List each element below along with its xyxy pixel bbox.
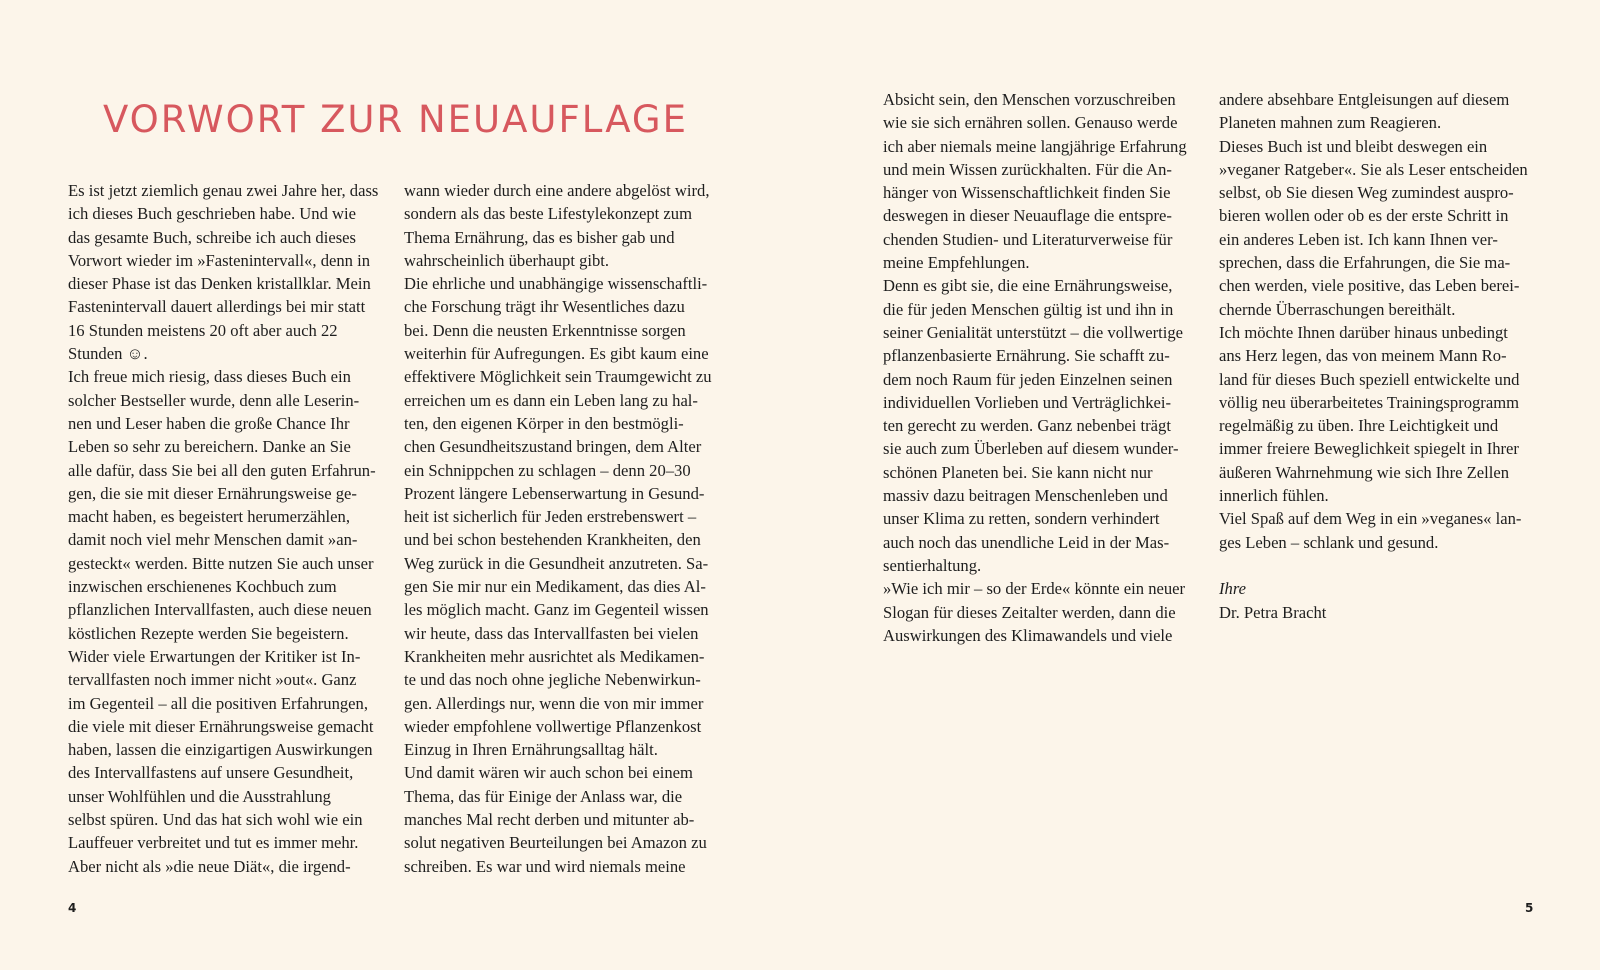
text-line: erreichen um es dann ein Leben lang zu hal-	[404, 390, 698, 410]
text-line: »Wie ich mir – so der Erde« könnte ein neuer	[883, 579, 1186, 599]
text-line: Thema Ernährung, das es bisher gab und	[404, 227, 675, 247]
text-line: ein anderes Leben ist. Ich kann Ihnen ver-	[1219, 229, 1498, 249]
text-line: unser Wohlfühlen und die Ausstrahlung	[68, 786, 331, 806]
text-line: solcher Bestseller wurde, denn alle Leserin-	[68, 390, 360, 410]
text-line: gen, die sie mit dieser Ernährungsweise ge-	[68, 483, 357, 503]
text-line: deswegen in dieser Neuauflage die entspre-	[883, 206, 1172, 226]
text-line: Stunden ☺.	[68, 344, 148, 364]
text-line: das gesamte Buch, schreibe ich auch dieses	[68, 227, 356, 247]
text-line: Thema, das für Einige der Anlass war, die	[404, 786, 683, 806]
text-line: dieser Phase ist das Denken kristallklar. Mein	[68, 274, 371, 294]
text-line: chen werden, viele positive, das Leben berei-	[1219, 276, 1520, 296]
text-line: solut negativen Beurteilungen bei Amazon zu	[404, 833, 707, 853]
text-line: »veganer Ratgeber«. Sie als Leser entscheiden	[1219, 159, 1528, 179]
text-line: ein Schnippchen zu schlagen – denn 20–30	[404, 460, 691, 480]
text-line: inzwischen erschienenes Kochbuch zum	[68, 577, 337, 597]
text-line: ich dieses Buch geschrieben habe. Und wie	[68, 204, 356, 224]
page-number-left: 4	[68, 901, 77, 915]
text-line: sentierhaltung.	[883, 555, 982, 575]
text-line: chenden Studien- und Literaturverweise für	[883, 229, 1173, 249]
text-line: sondern als das beste Lifestylekonzept zum	[404, 204, 693, 224]
text-line: gen Sie mir nur ein Medikament, das dies Al-	[404, 577, 706, 597]
text-line: gen. Allerdings nur, wenn die von mir immer	[404, 693, 704, 713]
text-line: Ich möchte Ihnen darüber hinaus unbedingt	[1219, 322, 1508, 342]
text-line: die viele mit dieser Ernährungsweise gemacht	[68, 716, 374, 736]
text-line: Ich freue mich riesig, dass dieses Buch ein	[68, 367, 351, 387]
text-line: bieren wollen oder ob es der erste Schritt in	[1219, 206, 1509, 226]
text-line: wieder empfohlene vollwertige Pflanzenkost	[404, 716, 702, 736]
text-line: Wider viele Erwartungen der Kritiker ist In-	[68, 646, 361, 666]
text-line: Aber nicht als »die neue Diät«, die irgend-	[68, 856, 351, 876]
text-line: weiterhin für Aufregungen. Es gibt kaum eine	[404, 344, 709, 364]
signature-name: Dr. Petra Bracht	[1219, 602, 1327, 622]
text-line: Und damit wären wir auch schon bei einem	[404, 763, 693, 783]
text-line: schreiben. Es war und wird niemals meine	[404, 856, 686, 876]
text-line: wann wieder durch eine andere abgelöst wird,	[404, 181, 710, 200]
text-line: im Gegenteil – all die positiven Erfahrungen,	[68, 693, 368, 713]
text-line: Viel Spaß auf dem Weg in ein »veganes« lan-	[1219, 509, 1522, 529]
text-line: effektivere Möglichkeit sein Traumgewicht zu	[404, 367, 712, 387]
text-line: Absicht sein, den Menschen vorzuschreiben	[883, 90, 1176, 109]
text-line: unser Klima zu retten, sondern verhindert	[883, 509, 1160, 529]
text-line: les möglich macht. Ganz im Gegenteil wissen	[404, 600, 709, 620]
text-line: die für jeden Menschen gültig ist und ihn in	[883, 299, 1174, 319]
text-line: und bei schon bestehenden Krankheiten, den	[404, 530, 701, 550]
text-line: 16 Stunden meistens 20 oft aber auch 22	[68, 320, 338, 340]
text-column-3	[883, 88, 1201, 647]
text-line: Die ehrliche und unabhängige wissenschaftli-	[404, 274, 708, 294]
text-line: heit ist sicherlich für Jeden erstrebenswert –	[404, 507, 697, 527]
text-line: Vorwort wieder im »Fastenintervall«, denn in	[68, 250, 371, 270]
text-line: Slogan für dieses Zeitalter werden, dann die	[883, 602, 1176, 622]
text-line: sie auch zum Überleben auf diesem wunder-	[883, 439, 1179, 459]
text-line: ich aber niemals meine langjährige Erfahrung	[883, 136, 1187, 156]
text-column-4	[1219, 88, 1537, 624]
text-line: und mein Wissen zurückhalten. Für die An-	[883, 159, 1172, 179]
text-line: massiv dazu beitragen Menschenleben und	[883, 486, 1168, 506]
text-line: innerlich fühlen.	[1219, 486, 1329, 506]
text-line: sprechen, dass die Erfahrungen, die Sie ma-	[1219, 253, 1511, 273]
text-line: auch noch das unendliche Leid in der Mas-	[883, 532, 1170, 552]
text-line: individuellen Vorlieben und Verträglichkei-	[883, 392, 1172, 412]
text-line: Leben so sehr zu bereichern. Danke an Sie	[68, 437, 351, 457]
text-column-2	[404, 179, 722, 878]
text-line: macht haben, es begeistert herumerzählen,	[68, 507, 350, 527]
text-line: manches Mal recht derben und mitunter ab-	[404, 810, 695, 830]
text-line: bei. Denn die neusten Erkenntnisse sorgen	[404, 320, 686, 340]
text-line: Denn es gibt sie, die eine Ernährungsweise,	[883, 276, 1173, 296]
text-line: damit noch viel mehr Menschen damit »an-	[68, 530, 358, 550]
text-line: ges Leben – schlank und gesund.	[1219, 532, 1439, 552]
text-line: pflanzenbasierte Ernährung. Sie schafft zu-	[883, 346, 1170, 366]
text-line: schönen Planeten bei. Sie kann nicht nur	[883, 462, 1153, 482]
text-line: meine Empfehlungen.	[883, 253, 1030, 273]
text-line: nen und Leser haben die große Chance Ihr	[68, 413, 350, 433]
text-line: Einzug in Ihren Ernährungsalltag hält.	[404, 740, 658, 760]
text-line: immer freiere Beweglichkeit spiegelt in Ihrer	[1219, 439, 1519, 459]
text-line: te und das noch ohne jegliche Nebenwirkun-	[404, 670, 701, 690]
text-line: ten, den eigenen Körper in den bestmögli-	[404, 413, 684, 433]
text-line: pflanzlichen Intervallfasten, auch diese neuen	[68, 600, 372, 620]
text-line: hänger von Wissenschaftlichkeit finden Sie	[883, 183, 1171, 203]
text-line: des Intervallfastens auf unsere Gesundheit,	[68, 763, 354, 783]
text-column-1	[68, 179, 386, 878]
text-line: ten gerecht zu werden. Ganz nebenbei trägt	[883, 416, 1171, 436]
text-line: Fastenintervall dauert allerdings bei mir statt	[68, 297, 366, 317]
text-line: alle dafür, dass Sie bei all den guten Erfahrun-	[68, 460, 376, 480]
text-line: wie sie sich ernähren sollen. Genauso werde	[883, 113, 1178, 133]
text-line: chen Gesundheitszustand bringen, dem Alter	[404, 437, 702, 457]
text-line: Lauffeuer verbreitet und tut es immer mehr.	[68, 833, 359, 853]
text-line: wir heute, dass das Intervallfasten bei vielen	[404, 623, 699, 643]
text-line: tervallfasten noch immer nicht »out«. Ganz	[68, 670, 357, 690]
text-column-4-lines	[1219, 88, 1537, 554]
text-line: che Forschung trägt ihr Wesentliches dazu	[404, 297, 685, 317]
text-line: Krankheiten mehr ausrichtet als Medikamen-	[404, 646, 705, 666]
text-line: Prozent längere Lebenserwartung in Gesund-	[404, 483, 705, 503]
text-line: selbst, ob Sie diesen Weg zumindest auspro-	[1219, 183, 1514, 203]
text-line: köstlichen Rezepte werden Sie begeistern.	[68, 623, 349, 643]
text-line: haben, lassen die einzigartigen Auswirkungen	[68, 740, 373, 760]
text-line: chernde Überraschungen bereithält.	[1219, 299, 1456, 319]
text-line: seiner Genialität unterstützt – die vollwertige	[883, 322, 1183, 342]
text-line: land für dieses Buch speziell entwickelte und	[1219, 369, 1520, 389]
text-line: dem noch Raum für jeden Einzelnen seinen	[883, 369, 1173, 389]
text-line: selbst spüren. Und das hat sich wohl wie ein	[68, 810, 363, 830]
text-line: äußeren Wahrnehmung wie sich Ihre Zellen	[1219, 462, 1510, 482]
text-line: Dieses Buch ist und bleibt deswegen ein	[1219, 136, 1488, 156]
text-line: wahrscheinlich überhaupt gibt.	[404, 250, 610, 270]
text-line: völlig neu überarbeitetes Trainingsprogramm	[1219, 392, 1520, 412]
page-number-right: 5	[1525, 901, 1534, 915]
text-line: Planeten mahnen zum Reagieren.	[1219, 113, 1442, 133]
text-line: Auswirkungen des Klimawandels und viele	[883, 625, 1173, 645]
signature-salutation: Ihre	[1219, 579, 1247, 599]
text-line: andere absehbare Entgleisungen auf diesem	[1219, 90, 1510, 109]
text-line: gesteckt« werden. Bitte nutzen Sie auch unser	[68, 553, 374, 573]
text-line: ans Herz legen, das von meinem Mann Ro-	[1219, 346, 1507, 366]
page-title: VORWORT ZUR NEUAUFLAGE	[103, 98, 688, 141]
text-line: Weg zurück in die Gesundheit anzutreten. Sa-	[404, 553, 709, 573]
text-line: Es ist jetzt ziemlich genau zwei Jahre her, dass	[68, 181, 379, 200]
text-line: regelmäßig zu üben. Ihre Leichtigkeit und	[1219, 416, 1499, 436]
